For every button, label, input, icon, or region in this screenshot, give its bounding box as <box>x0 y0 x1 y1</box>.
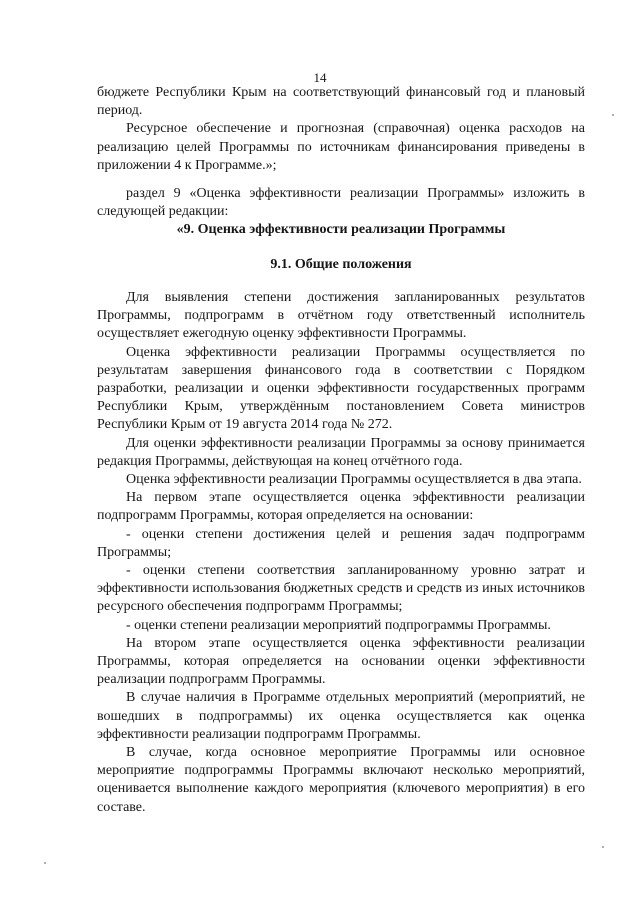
body-paragraph: Оценка эффективности реализации Программы осуществляется в два этапа. <box>126 472 582 488</box>
body-paragraph: Для оценки эффективности реализации Программы за основу принимается редакция Программы, действующая на конец отчётного года. <box>97 435 585 469</box>
body-paragraph: В случае наличия в Программе отдельных мероприятий (мероприятий, не вошедших в подпрограммы) их оценка осуществляется как оценка эффективности реализации подпрограмм Программы. <box>97 690 585 742</box>
body-paragraph: Для выявления степени достижения запланированных результатов Программы, подпрограмм в отчётном году ответственный исполнитель осуществляет ежегодную оценку эффективности Программы. <box>97 290 585 342</box>
body-paragraph: На втором этапе осуществляется оценка эффективности реализации Программы, которая определяется на основании оценки эффективности реализации подпрограмм Программы. <box>97 635 585 688</box>
body-paragraph: В случае, когда основное мероприятие Программы или основное мероприятие подпрограммы Программы включают несколько мероприятий, оценивается выполнение каждого мероприятия (ключевого мероприятия) в его составе. <box>97 745 585 815</box>
amendment-block <box>97 185 585 221</box>
intro-block <box>97 84 585 175</box>
body-paragraph: Оценка эффективности реализации Программы осуществляется по результатам завершения финансового года в соответствии с Порядком разработки, реализации и оценки эффективности государственных программ Республики Крым, утверждённым постановлением Совета министров Республики Крым от 19 августа 2014 года № 272. <box>97 344 585 433</box>
list-item: - оценки степени достижения целей и решения задач подпрограмм Программы; <box>97 526 585 560</box>
body-paragraph: На первом этапе осуществляется оценка эффективности реализации подпрограмм Программы, которая определяется на основании: <box>97 490 585 524</box>
page-number: 14 <box>313 70 327 85</box>
intro-paragraph: бюджете Республики Крым на соответствующий финансовый год и плановый период. <box>97 85 585 119</box>
subsection-heading: 9.1. Общие положения <box>270 257 412 272</box>
section-heading: «9. Оценка эффективности реализации Программы <box>176 222 506 237</box>
list-item: - оценки степени соответствия запланированному уровню затрат и эффективности использования бюджетных средств и средств из иных источников ресурсного обеспечения подпрограмм Программы; <box>97 563 585 615</box>
scan-speck <box>602 846 604 848</box>
scan-speck <box>612 114 614 116</box>
amendment-paragraph: раздел 9 «Оценка эффективности реализации Программы» изложить в следующей редакции: <box>97 186 585 220</box>
scan-speck <box>44 862 46 864</box>
body-block <box>97 289 585 817</box>
intro-paragraph: Ресурсное обеспечение и прогнозная (справочная) оценка расходов на реализацию целей Программы по источникам финансирования приведены в приложении 4 к Программе.»; <box>97 121 585 173</box>
list-item: - оценки степени реализации мероприятий подпрограммы Программы. <box>126 617 551 633</box>
